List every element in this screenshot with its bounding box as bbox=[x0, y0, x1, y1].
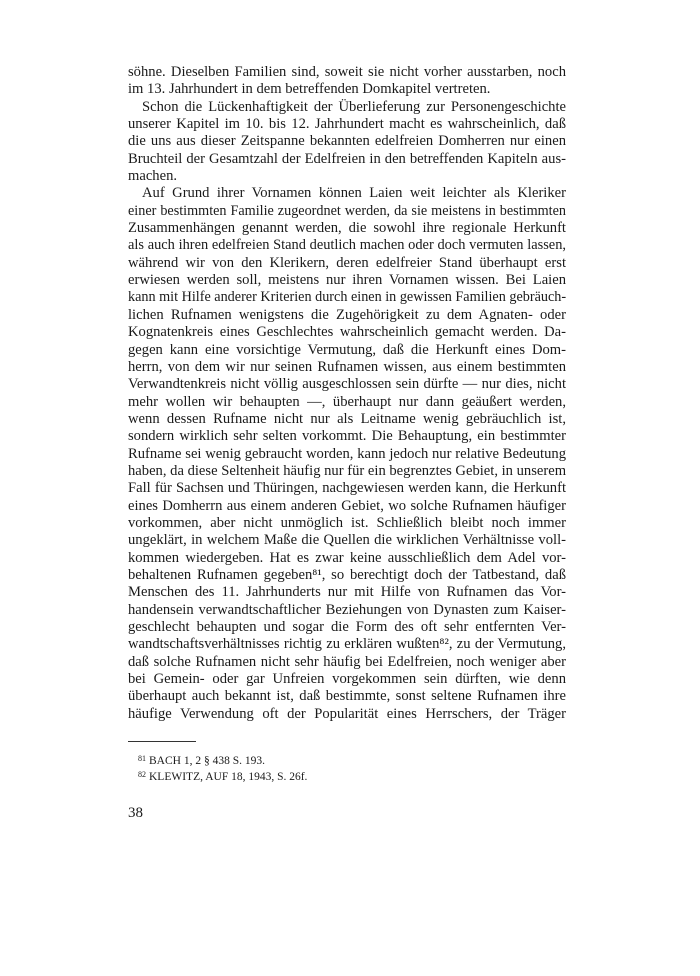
footnote bbox=[128, 768, 566, 784]
text-line: häufige Verwendung oft der Popularität eines Herrschers, der Träger bbox=[128, 705, 566, 722]
text-line: machen. bbox=[128, 168, 178, 185]
footnotes bbox=[128, 752, 566, 784]
text-line: Auf Grund ihrer Vornamen können Laien weit leichter als Kleriker bbox=[142, 185, 566, 202]
text-line: Rufname sei wenig gebraucht worden, kann jedoch nur relative Bedeutung bbox=[128, 445, 566, 462]
text-line: Schon die Lückenhaftigkeit der Überlieferung zur Personengeschichte bbox=[142, 98, 566, 115]
text-line: ungeklärt, in welchem Maße die Quellen die wirklichen Verhältnisse voll- bbox=[128, 532, 566, 549]
text-line: Kognatenkreis eines Geschlechtes wahrscheinlich gemacht werden. Da- bbox=[128, 324, 566, 341]
text-line: handensein verwandtschaftlicher Beziehungen von Dynasten zum Kaiser- bbox=[128, 601, 566, 618]
text-line: söhne. Dieselben Familien sind, soweit sie nicht vorher ausstarben, noch bbox=[128, 64, 566, 80]
text-line: mehr wollen wir behaupten —, überhaupt nur dann geäußert werden, bbox=[128, 393, 566, 410]
text-line: Zusammenhängen genannt werden, die sowohl ihre regionale Herkunft bbox=[128, 220, 566, 237]
text-line: kann mit Hilfe anderer Kriterien durch einen in gewissen Familien gebräuch- bbox=[128, 289, 567, 306]
text-line: im 13. Jahrhundert in dem betreffenden Domkapitel vertreten. bbox=[128, 81, 491, 98]
footnote-text: KLEWITZ, AUF 18, 1943, S. 26f. bbox=[149, 771, 308, 783]
text-line: Menschen des 11. Jahrhunderts nur mit Hilfe von Rufnamen das Vor- bbox=[128, 584, 566, 601]
text-line: bei Gemein- oder gar Unfreien vorgekommen sein dürften, wie denn bbox=[128, 671, 566, 688]
text-line: vorkommen, aber nicht unmöglich ist. Schließlich bleibt noch immer bbox=[128, 514, 566, 531]
text-line: Verwandtenkreis nicht völlig ausgeschlossen sein dürfte — nur dies, nicht bbox=[128, 376, 566, 393]
page-number: 38 bbox=[128, 805, 143, 821]
text-line: Bruchteil der Gesamtzahl der Edelfreien in den betreffenden Kapiteln aus- bbox=[128, 150, 566, 167]
text-line: daß solche Rufnamen nicht sehr häufig bei Edelfreien, noch weniger aber bbox=[128, 653, 566, 670]
text-line: herrn, von dem wir nur seinen Rufnamen wissen, aus einem bestimmten bbox=[128, 358, 566, 375]
text-line: behaltenen Rufnamen gegeben⁸¹, so berechtigt doch der Tatbestand, daß bbox=[128, 566, 566, 583]
text-line: unserer Kapitel im 10. bis 12. Jahrhundert macht es wahrscheinlich, daß bbox=[128, 116, 566, 133]
text-line: geschlecht behaupten und sogar die Form des oft sehr entfernten Ver- bbox=[128, 619, 566, 635]
footnote-divider bbox=[128, 741, 196, 742]
text-line: überhaupt auch bekannt ist, daß bestimmte, sonst seltene Rufnamen ihre bbox=[128, 688, 566, 705]
text-line: eines Domherrn aus einem anderen Gebiet, wo solche Rufnamen häufiger bbox=[128, 497, 566, 514]
text-line: die uns aus dieser Zeitspanne bekannten edelfreien Domherren nur einen bbox=[128, 133, 566, 150]
footnote bbox=[128, 752, 566, 768]
text-line: wenn dessen Rufname nicht nur als Leitname wenig gebräuchlich ist, bbox=[128, 410, 566, 427]
text-line: wandtschaftsverhältnisses richtig zu erklären wußten⁸², zu der Vermutung, bbox=[128, 636, 566, 653]
text-line: gegen kann eine vorsichtige Vermutung, daß die Herkunft eines Dom- bbox=[128, 341, 566, 358]
text-line: haben, da diese Seltenheit häufig nur für ein begrenztes Gebiet, in unserem bbox=[128, 462, 567, 479]
footnote-mark: 82 bbox=[138, 770, 146, 779]
text-line: erwiesen werden soll, meistens nur ihren Vornamen wissen. Bei Laien bbox=[128, 272, 566, 289]
text-line: sondern wirklich sehr selten vorkommt. Die Behauptung, ein bestimmter bbox=[128, 428, 566, 445]
body-text bbox=[128, 64, 566, 723]
text-line: einer bestimmten Familie zugeordnet werden, da sie meistens in bestimmten bbox=[128, 202, 566, 219]
footnote-text: BACH 1, 2 § 438 S. 193. bbox=[149, 755, 265, 767]
text-line: lichen Rufnamen wenigstens die Zugehörigkeit zu dem Agnaten- oder bbox=[128, 306, 566, 323]
text-line: kommen wiedergeben. Hat es zwar keine ausschließlich dem Adel vor- bbox=[128, 549, 566, 566]
footnote-mark: 81 bbox=[138, 754, 146, 763]
text-line: als auch ihren edelfreien Stand deutlich machen oder doch vermuten lassen, bbox=[128, 237, 566, 254]
text-line: während wir von den Klerikern, deren edelfreier Stand überhaupt erst bbox=[128, 254, 566, 271]
text-line: Fall für Sachsen und Thüringen, nachgewiesen werden kann, die Herkunft bbox=[128, 480, 566, 497]
